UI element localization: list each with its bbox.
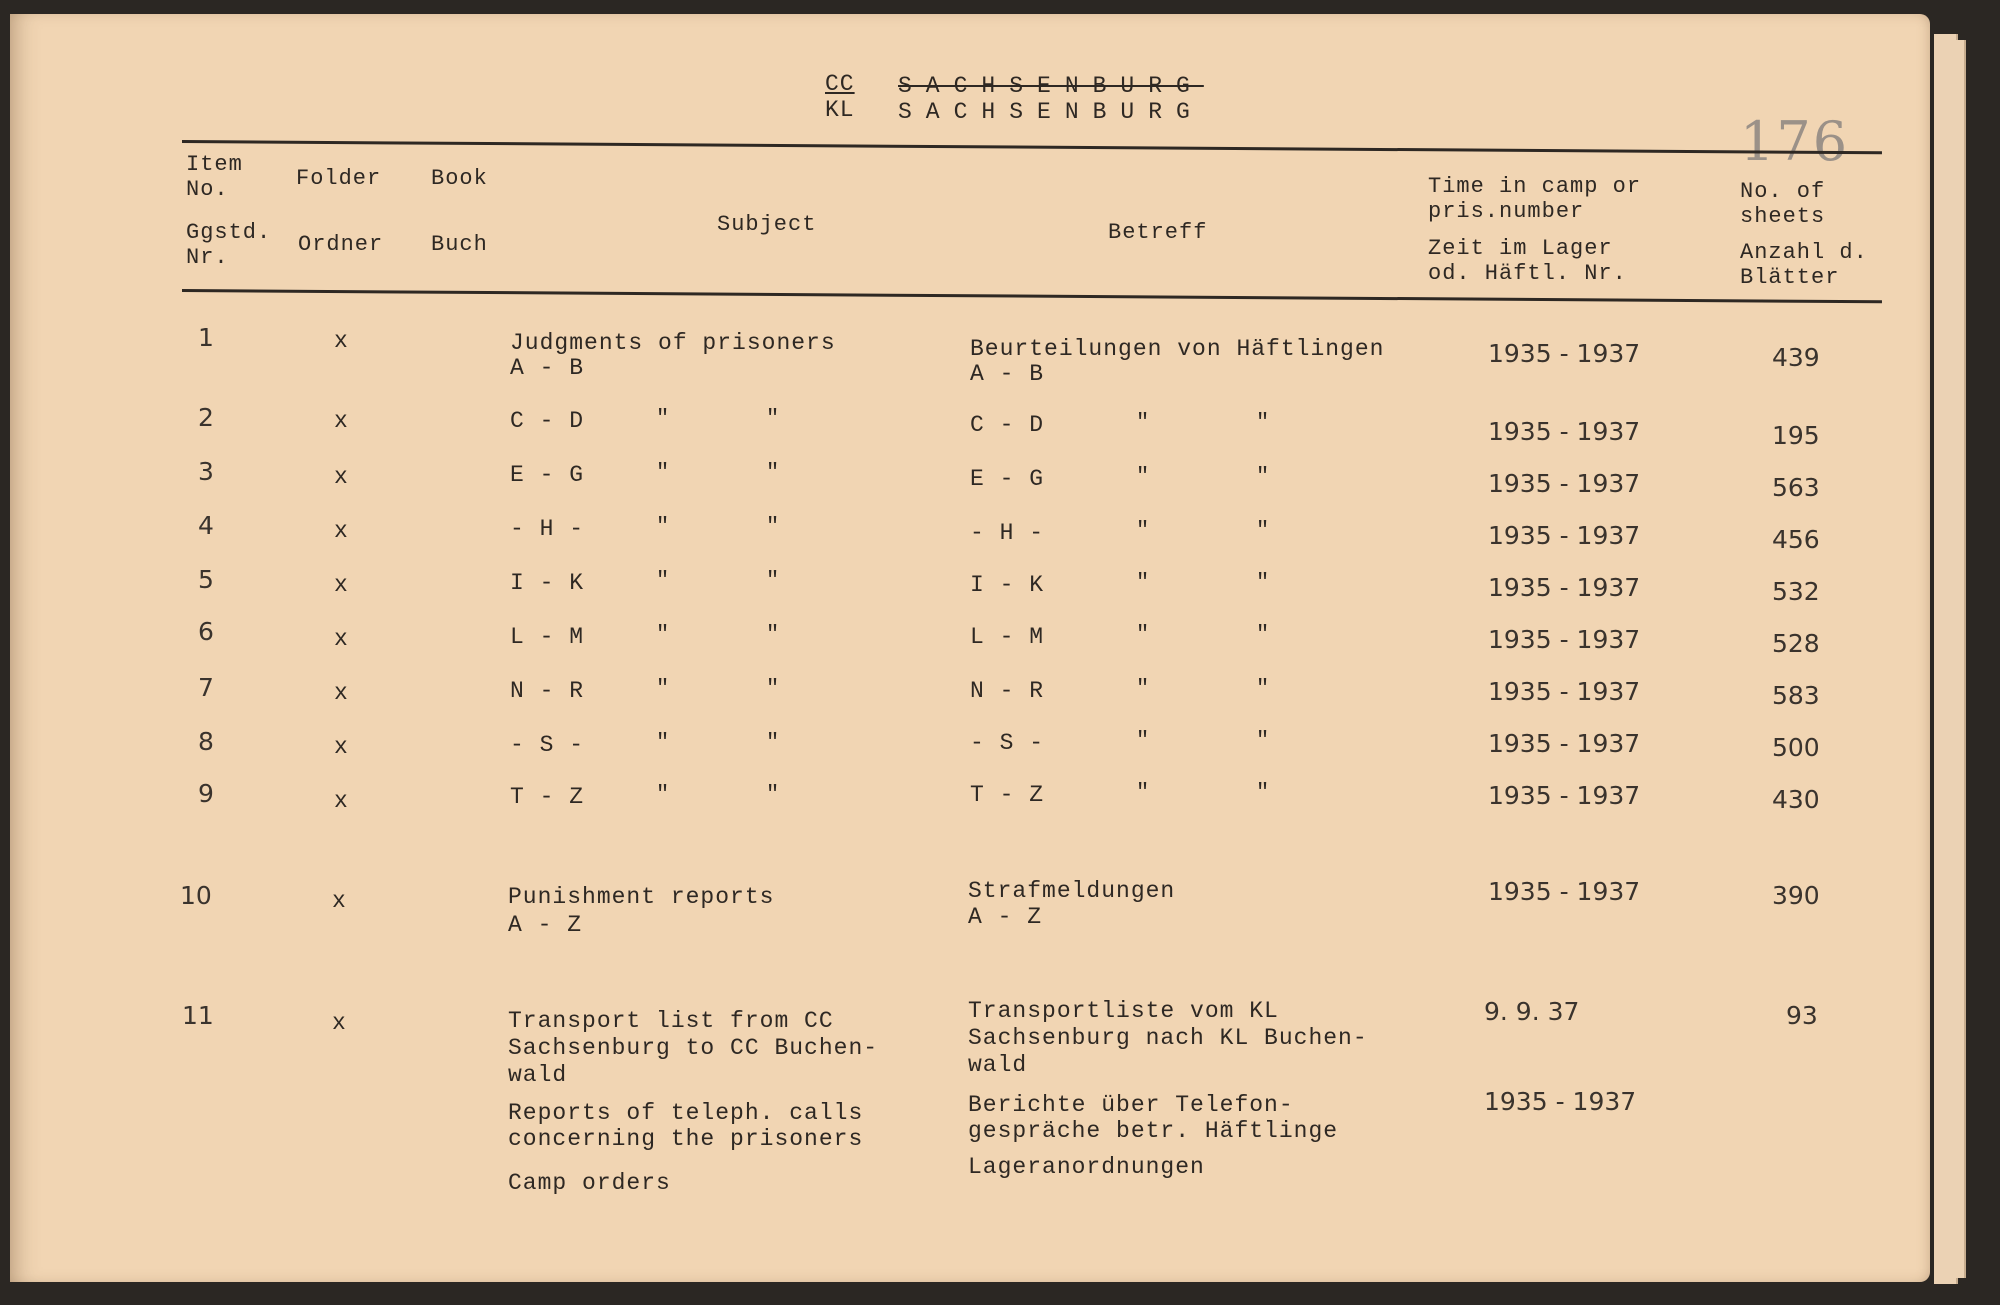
row-4-betreff: - H - — [970, 520, 1045, 546]
header-book-de: Buch — [431, 232, 488, 257]
row-5-betreff-ditto-b: " — [1256, 570, 1270, 595]
row-5-folder: x — [334, 572, 349, 598]
row-1-sheets: 439 — [1772, 343, 1820, 372]
row-4-betreff-ditto-b: " — [1256, 518, 1270, 543]
row-3-time: 1935 - 1937 — [1488, 469, 1641, 498]
row-9-subject: T - Z — [510, 784, 585, 810]
row-5-subject: I - K — [510, 570, 585, 596]
header-betreff: Betreff — [1108, 220, 1208, 245]
row-6-subject-ditto-a: " — [656, 622, 670, 647]
kl-label: KL — [825, 97, 855, 123]
row-9-item: 9 — [198, 779, 214, 808]
row-1-betreff-range: A - B — [970, 361, 1045, 387]
row-7-betreff-ditto-b: " — [1256, 676, 1270, 701]
row-11-subject2-line2: concerning the prisoners — [508, 1126, 864, 1152]
row-8-item: 8 — [198, 727, 214, 756]
row-2-subject-ditto-b: " — [766, 406, 780, 431]
row-6-folder: x — [334, 626, 349, 652]
header-folder-de: Ordner — [298, 232, 384, 257]
row-9-betreff-ditto-b: " — [1256, 780, 1270, 805]
row-3-betreff-ditto-a: " — [1136, 464, 1150, 489]
row-4-folder: x — [334, 518, 349, 544]
row-9-subject-ditto-a: " — [656, 782, 670, 807]
row-9-betreff: T - Z — [970, 782, 1045, 808]
row-1-betreff: Beurteilungen von Häftlingen — [970, 336, 1385, 362]
row-7-betreff-ditto-a: " — [1136, 676, 1150, 701]
row-6-time: 1935 - 1937 — [1488, 625, 1641, 654]
row-3-subject-ditto-a: " — [656, 460, 670, 485]
row-4-subject: - H - — [510, 516, 585, 542]
row-11-betreff2-line2: gespräche betr. Häftlinge — [968, 1118, 1339, 1144]
row-8-folder: x — [334, 734, 349, 760]
page-edge — [1950, 40, 1966, 1278]
header-book-en: Book — [431, 166, 488, 191]
row-10-sheets: 390 — [1772, 881, 1820, 910]
header-time-en: Time in camp or pris.number — [1428, 174, 1642, 224]
row-10-time: 1935 - 1937 — [1488, 877, 1641, 906]
row-4-sheets: 456 — [1772, 525, 1820, 554]
row-11-subject3: Camp orders — [508, 1170, 671, 1196]
row-10-betreff-range: A - Z — [968, 904, 1043, 930]
row-8-betreff-ditto-a: " — [1136, 728, 1150, 753]
row-7-subject-ditto-b: " — [766, 676, 780, 701]
row-11-betreff-line1: Transportliste vom KL — [968, 998, 1279, 1024]
row-2-time: 1935 - 1937 — [1488, 417, 1641, 446]
row-11-item: 11 — [182, 1001, 214, 1030]
cc-label: CC — [825, 71, 855, 97]
row-5-subject-ditto-a: " — [656, 568, 670, 593]
row-3-item: 3 — [198, 457, 214, 486]
row-2-betreff: C - D — [970, 412, 1045, 438]
row-9-sheets: 430 — [1772, 785, 1820, 814]
row-6-sheets: 528 — [1772, 629, 1820, 658]
row-5-sheets: 532 — [1772, 577, 1820, 606]
row-4-time: 1935 - 1937 — [1488, 521, 1641, 550]
row-8-sheets: 500 — [1772, 733, 1820, 762]
row-2-subject: C - D — [510, 408, 585, 434]
row-8-betreff-ditto-b: " — [1256, 728, 1270, 753]
header-sheets-en: No. of sheets — [1740, 179, 1826, 229]
camp-title-struck: SACHSENBURG — [898, 73, 1204, 99]
row-5-subject-ditto-b: " — [766, 568, 780, 593]
row-8-subject: - S - — [510, 732, 585, 758]
row-5-betreff: I - K — [970, 572, 1045, 598]
header-subject: Subject — [717, 212, 817, 237]
row-11-sheets: 93 — [1786, 1001, 1818, 1030]
camp-title: SACHSENBURG — [898, 99, 1204, 125]
row-9-time: 1935 - 1937 — [1488, 781, 1641, 810]
row-1-item: 1 — [198, 323, 214, 352]
row-11-subject-line1: Transport list from CC — [508, 1008, 834, 1034]
row-11-betreff-line2: Sachsenburg nach KL Buchen- — [968, 1025, 1368, 1051]
row-11-subject2-line1: Reports of teleph. calls — [508, 1100, 864, 1126]
row-4-betreff-ditto-a: " — [1136, 518, 1150, 543]
row-11-betreff2-line1: Berichte über Telefon- — [968, 1092, 1294, 1118]
row-4-subject-ditto-a: " — [656, 514, 670, 539]
row-2-betreff-ditto-b: " — [1256, 410, 1270, 435]
row-9-folder: x — [334, 788, 349, 814]
row-6-subject-ditto-b: " — [766, 622, 780, 647]
row-10-subject: Punishment reports — [508, 884, 775, 910]
header-time-de: Zeit im Lager od. Häftl. Nr. — [1428, 236, 1627, 286]
row-3-sheets: 563 — [1772, 473, 1820, 502]
header-item-de: Ggstd. Nr. — [186, 220, 272, 270]
row-6-betreff-ditto-b: " — [1256, 622, 1270, 647]
row-8-betreff: - S - — [970, 730, 1045, 756]
row-6-item: 6 — [198, 617, 214, 646]
row-1-time: 1935 - 1937 — [1488, 339, 1641, 368]
row-2-betreff-ditto-a: " — [1136, 410, 1150, 435]
row-3-betreff: E - G — [970, 466, 1045, 492]
row-2-item: 2 — [198, 403, 214, 432]
row-3-subject: E - G — [510, 462, 585, 488]
row-11-betreff-line3: wald — [968, 1052, 1028, 1078]
row-9-betreff-ditto-a: " — [1136, 780, 1150, 805]
row-4-subject-ditto-b: " — [766, 514, 780, 539]
row-10-betreff: Strafmeldungen — [968, 878, 1176, 904]
row-6-betreff: L - M — [970, 624, 1045, 650]
row-7-folder: x — [334, 680, 349, 706]
row-11-time: 9. 9. 37 — [1484, 997, 1580, 1026]
row-1-folder: x — [334, 328, 349, 354]
row-3-subject-ditto-b: " — [766, 460, 780, 485]
row-11-subject-line2: Sachsenburg to CC Buchen- — [508, 1035, 879, 1061]
row-3-folder: x — [334, 464, 349, 490]
row-7-subject: N - R — [510, 678, 585, 704]
row-10-item: 10 — [180, 881, 212, 910]
row-11-betreff3: Lageranordnungen — [968, 1154, 1205, 1180]
row-8-subject-ditto-a: " — [656, 730, 670, 755]
row-7-item: 7 — [198, 673, 214, 702]
top-rule — [182, 140, 1882, 154]
row-10-subject-range: A - Z — [508, 912, 583, 938]
row-8-time: 1935 - 1937 — [1488, 729, 1641, 758]
row-9-subject-ditto-b: " — [766, 782, 780, 807]
row-5-betreff-ditto-a: " — [1136, 570, 1150, 595]
row-1-subject-range: A - B — [510, 355, 585, 381]
row-7-subject-ditto-a: " — [656, 676, 670, 701]
row-2-folder: x — [334, 408, 349, 434]
row-11-subject-line3: wald — [508, 1062, 568, 1088]
header-rule — [182, 289, 1882, 303]
row-8-subject-ditto-b: " — [766, 730, 780, 755]
row-5-time: 1935 - 1937 — [1488, 573, 1641, 602]
header-folder-en: Folder — [296, 166, 382, 191]
row-11-time2: 1935 - 1937 — [1484, 1087, 1637, 1116]
page-number-stamp: 176 — [1740, 110, 1850, 173]
row-10-folder: x — [332, 888, 347, 914]
row-7-betreff: N - R — [970, 678, 1045, 704]
row-2-subject-ditto-a: " — [656, 406, 670, 431]
row-7-sheets: 583 — [1772, 681, 1820, 710]
row-4-item: 4 — [198, 511, 214, 540]
header-sheets-de: Anzahl d. Blätter — [1740, 240, 1868, 290]
row-3-betreff-ditto-b: " — [1256, 464, 1270, 489]
row-5-item: 5 — [198, 565, 214, 594]
row-2-sheets: 195 — [1772, 421, 1820, 450]
header-item-en: Item No. — [186, 152, 243, 202]
row-6-betreff-ditto-a: " — [1136, 622, 1150, 647]
row-11-folder: x — [332, 1010, 347, 1036]
row-1-subject: Judgments of prisoners — [510, 330, 836, 356]
row-6-subject: L - M — [510, 624, 585, 650]
row-7-time: 1935 - 1937 — [1488, 677, 1641, 706]
ledger-page — [10, 14, 1930, 1282]
